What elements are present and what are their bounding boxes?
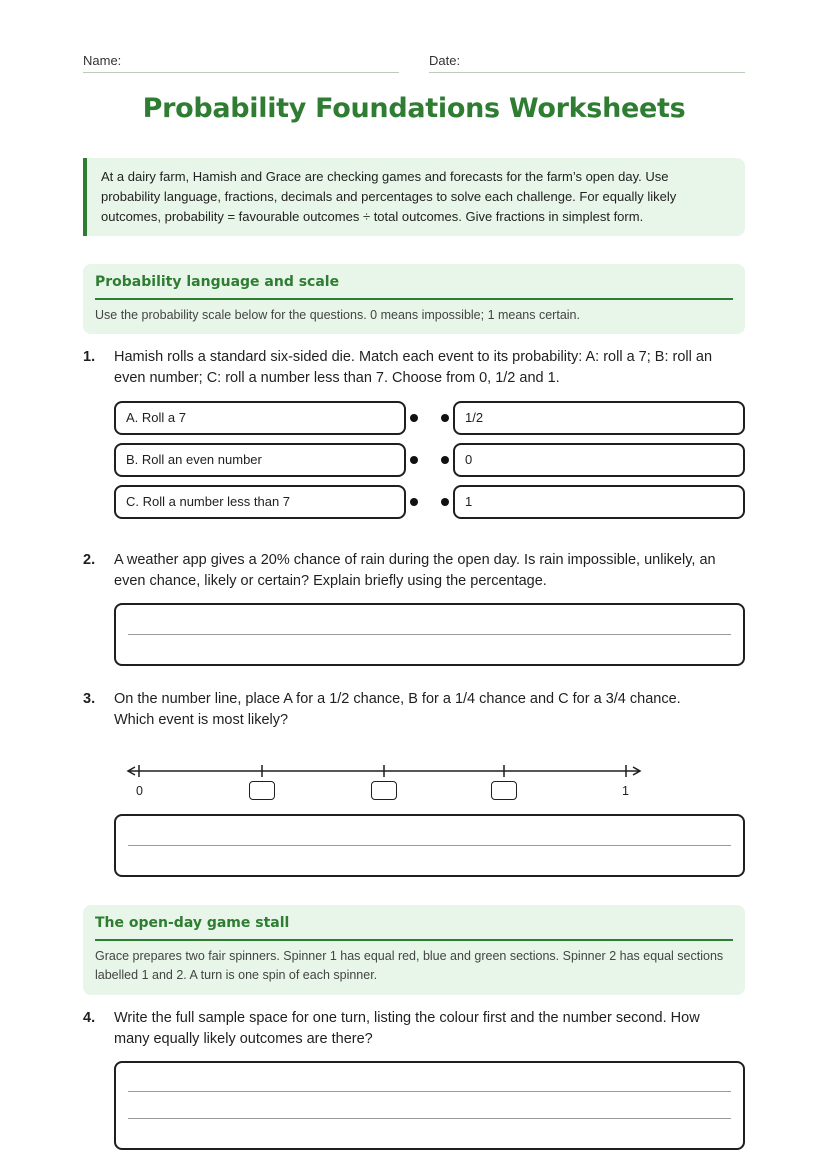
match-event-box: B. Roll an even number xyxy=(114,443,406,477)
number-line-end-label: 1 xyxy=(622,784,629,798)
answer-line xyxy=(128,1091,731,1092)
intro-box: At a dairy farm, Hamish and Grace are checking games and forecasts for the farm’s open day. Use probability language, fractions, decimals and percentages to solve each challenge. For equally likely outcomes, probability = favourable outcomes ÷ total outcomes. Give fractions in simplest form. xyxy=(83,158,745,236)
match-dot-right[interactable] xyxy=(441,456,449,464)
number-line-answer-box[interactable] xyxy=(491,781,517,800)
number-line-answer-box[interactable] xyxy=(371,781,397,800)
match-row xyxy=(114,401,745,435)
number-line-axis xyxy=(126,760,642,780)
header-fields xyxy=(83,52,745,74)
match-probability-box: 1 xyxy=(453,485,745,519)
answer-box[interactable] xyxy=(114,603,745,666)
match-event-box: C. Roll a number less than 7 xyxy=(114,485,406,519)
match-dot-right[interactable] xyxy=(441,414,449,422)
answer-box[interactable] xyxy=(114,814,745,877)
question-text: On the number line, place A for a 1/2 chance, B for a 1/4 chance and C for a 3/4 chance. Which event is most likely? xyxy=(114,691,681,728)
question-text: Hamish rolls a standard six-sided die. Match each event to its probability: A: roll a 7; B: roll an even number; C: roll a number less than 7. Choose from 0, 1/2 and 1. xyxy=(114,349,713,386)
section-text: Grace prepares two fair spinners. Spinner 1 has equal red, blue and green sections. Spinner 2 has equal sections labelled 1 and 2. A turn is one spin of each spinner. xyxy=(95,949,724,982)
number-line-answer-box[interactable] xyxy=(249,781,275,800)
match-row xyxy=(114,485,745,519)
match-dot-left[interactable] xyxy=(410,498,418,506)
match-dot-left[interactable] xyxy=(410,414,418,422)
match-row xyxy=(114,443,745,477)
date-label: Date: xyxy=(429,53,461,68)
match-probability-box: 0 xyxy=(453,443,745,477)
answer-line xyxy=(128,845,731,846)
section-text: Use the probability scale below for the questions. 0 means impossible; 1 means certain. xyxy=(95,308,580,322)
question-3 xyxy=(83,689,723,733)
match-dot-right[interactable] xyxy=(441,498,449,506)
name-field[interactable] xyxy=(83,52,399,73)
number-line-start-label: 0 xyxy=(136,784,143,798)
answer-line xyxy=(128,1118,731,1119)
section-game-stall xyxy=(83,905,745,995)
match-event-box: A. Roll a 7 xyxy=(114,401,406,435)
match-dot-left[interactable] xyxy=(410,456,418,464)
question-1 xyxy=(83,347,723,391)
page-title: Probability Foundations Worksheets xyxy=(142,93,686,124)
question-number: 1. xyxy=(83,349,96,365)
section-title: The open-day game stall xyxy=(95,915,733,941)
question-number: 3. xyxy=(83,691,96,707)
question-number: 4. xyxy=(83,1010,96,1026)
question-text: Write the full sample space for one turn, listing the colour first and the number second. How many equally likely outcomes are there? xyxy=(114,1010,700,1047)
match-probability-box: 1/2 xyxy=(453,401,745,435)
answer-line xyxy=(128,634,731,635)
question-2 xyxy=(83,550,723,594)
date-field[interactable] xyxy=(429,52,745,73)
answer-box[interactable] xyxy=(114,1061,745,1150)
name-label: Name: xyxy=(83,53,122,68)
question-4 xyxy=(83,1008,723,1052)
section-title: Probability language and scale xyxy=(95,274,733,300)
question-number: 2. xyxy=(83,552,96,568)
section-probability-language xyxy=(83,264,745,334)
number-line xyxy=(126,760,642,806)
question-text: A weather app gives a 20% chance of rain during the open day. Is rain impossible, unlikely, an even chance, likely or certain? Explain briefly using the percentage. xyxy=(114,552,716,589)
